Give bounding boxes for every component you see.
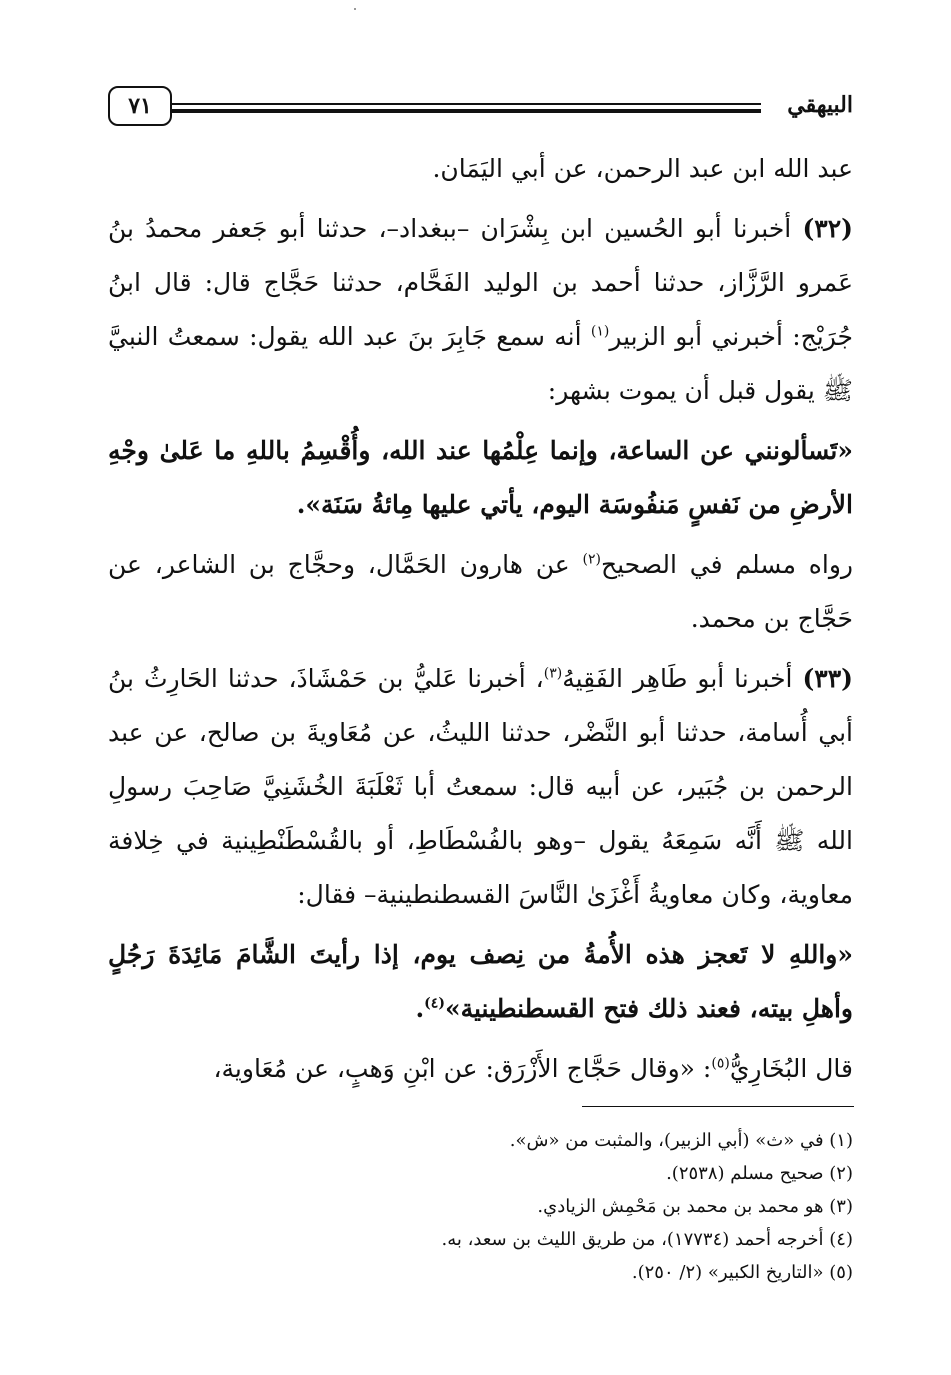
footnote-ref: (٤)	[424, 995, 445, 1012]
header-rule-thin	[172, 103, 761, 105]
riwaya-paragraph: رواه مسلم في الصحيح$^{(٢)}$ عن هارون الحَمَّال، وحجَّاج بن الشاعر، عن حَجَّاج بن محمد.	[108, 550, 853, 633]
footnote-ref: (١)	[590, 323, 610, 340]
page-header	[108, 86, 853, 130]
scan-mark	[354, 8, 356, 10]
page-body	[108, 142, 853, 1102]
footnote-3: (٣) هو محمد بن محمد بن مَحْمِش الزيادي.	[537, 1196, 853, 1217]
footnote-ref: (٥)	[711, 1055, 730, 1072]
footnote-separator	[582, 1106, 854, 1107]
footnote-5: (٥) «التاريخ الكبير» (٢/ ٢٥٠).	[631, 1262, 853, 1283]
line-continuation: عبد الله ابن عبد الرحمن، عن أبي اليَمَان.	[432, 154, 853, 183]
footnote-4: (٤) أخرجه أحمد (١٧٧٣٤)، من طريق الليث بن سعد، به.	[441, 1229, 853, 1250]
hadith-text: «واللهِ لا تَعجز هذه الأُمةُ من نِصف يوم، إذا رأيتَ الشَّامَ مَائِدَةَ رَجُلٍ وأهلِ بيته، فعند ذلك فتح القسطنطينية»$^{(٤)}$.	[108, 940, 853, 1023]
footnote-2: (٢) صحيح مسلم (٢٥٣٨).	[666, 1163, 853, 1184]
footnote-ref: (٣)	[543, 665, 563, 682]
paragraph-32: (٣٢) أخبرنا أبو الحُسين ابن بِشْرَان –ببغداد–، حدثنا أبو جَعفر محمدُ بنُ عَمرو الرَّزَّاز، حدثنا أحمد بن الوليد الفَحَّام، حدثنا حَجَّاج قال: قال ابنُ جُرَيْج: أخبرني أبو الزبير$^{(١)}$ أنه سمع جَابِرَ بنَ عبد الله يقول: سمعتُ النبيَّ ﷺ يقول قبل أن يموت بشهر:	[108, 214, 853, 405]
hadith-text: «تَسألونني عن الساعة، وإنما عِلْمُها عند الله، وأُقْسِمُ باللهِ ما عَلىٰ وجْهِ الأرضِ من نَفسٍ مَنفُوسَة اليوم، يأتي عليها مِائةُ سَنَة».	[108, 436, 853, 519]
header-rule-thick	[172, 109, 761, 113]
footnote-1: (١) في «ث» (أبي الزبير)، والمثبت من «ش».	[509, 1130, 853, 1151]
bukhari-paragraph: قال البُخَارِيُّ$^{(٥)}$: «وقال حَجَّاج الأَزْرَق: عن ابْنِ وَهبٍ، عن مُعَاوية،	[213, 1054, 853, 1083]
footnote-ref: (٢)	[582, 551, 601, 568]
footnotes	[108, 1124, 853, 1289]
entry-number: (٣٣)	[802, 664, 853, 693]
entry-number: (٣٢)	[802, 214, 853, 243]
page-number: ٧١	[108, 86, 172, 126]
book-title: البيهقي	[787, 92, 853, 118]
paragraph-33: (٣٣) أخبرنا أبو طَاهِر الفَقِيهُ$^{(٣)}$، أخبرنا عَليُّ بن حَمْشَاذَ، حدثنا الحَارِثُ بنُ أبي أُسامة، حدثنا أبو النَّضْر، حدثنا الليثُ، عن مُعَاويةَ بن صالح، عن عبد الرحمن بن جُبَير، عن أبيه قال: سمعتُ أبا ثَعْلَبَةَ الخُشَنِيَّ صَاحِبَ رسولِ الله ﷺ أَنَّه سَمِعَهُ يقول –وهو بالفُسْطَاطِ، أو بالقُسْطَنْطِينية في خِلافة معاوية، وكان معاويةُ أَغْزَىٰ النَّاسَ القسطنطينية– فقال:	[108, 664, 853, 909]
